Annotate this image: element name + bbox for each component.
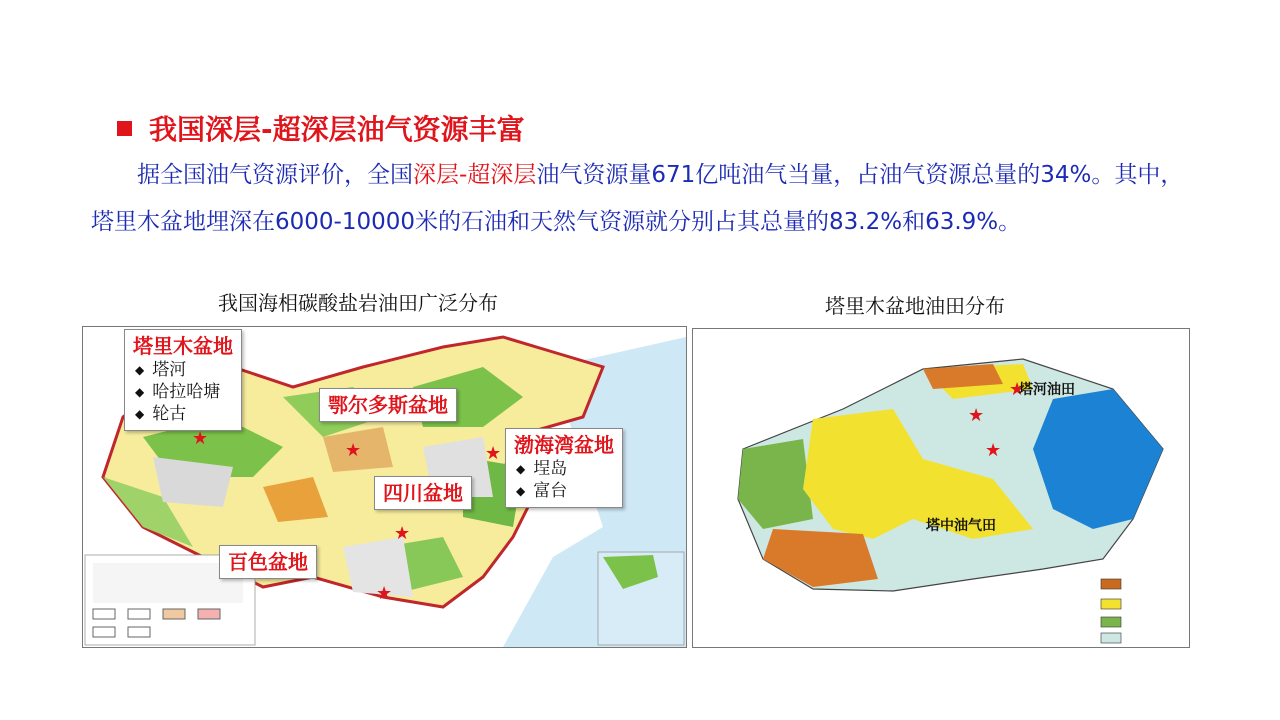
basin-name: 渤海湾盆地: [514, 433, 614, 457]
basin-name: 塔里木盆地: [133, 334, 233, 358]
china-map-figure: [82, 326, 687, 648]
tazhong-oilfield-label: 塔中油气田: [926, 518, 996, 534]
paragraph-highlight: 深层-超深层: [413, 162, 537, 188]
tarim-map-figure: [692, 328, 1190, 648]
star-icon: ★: [394, 523, 411, 544]
field-item: ◆ 埕岛: [516, 458, 614, 480]
left-figure-caption: 我国海相碳酸盐岩油田广泛分布: [218, 291, 498, 315]
basin-name: 鄂尔多斯盆地: [328, 393, 448, 417]
heading-text: 我国深层-超深层油气资源丰富: [149, 113, 525, 146]
basin-name: 百色盆地: [228, 550, 308, 574]
right-figure-caption: 塔里木盆地油田分布: [825, 294, 1005, 318]
callout-tarim-basin: [124, 329, 242, 431]
paragraph-part2: 油气资源量671亿吨油气当量，占油气资源总量的34%。其中，塔里木盆地埋深在6000-10000米的石油和天然气资源就分别占其总量的83.2%和63.9%。: [91, 162, 1184, 235]
star-icon: ★: [376, 583, 393, 604]
square-bullet-icon: [117, 121, 132, 136]
tahe-oilfield-label: 塔河油田: [1019, 382, 1075, 398]
star-icon: ★: [192, 428, 209, 449]
field-item: ◆ 哈拉哈塘: [135, 381, 233, 403]
callout-sichuan-basin: [374, 476, 472, 510]
body-paragraph: [91, 152, 1191, 246]
field-list: [133, 359, 233, 427]
tarim-map-illustration: [693, 329, 1189, 647]
field-item: ◆ 富台: [516, 480, 614, 502]
section-heading: [117, 108, 525, 148]
callout-bohai-bay-basin: [505, 428, 623, 508]
field-item: ◆ 轮古: [135, 403, 233, 425]
star-icon: ★: [345, 440, 362, 461]
paragraph-part1: 据全国油气资源评价，全国: [137, 162, 413, 188]
star-icon: ★: [968, 405, 985, 426]
star-icon: ★: [485, 443, 502, 464]
callout-ordos-basin: [319, 388, 457, 422]
callout-baise-basin: [219, 545, 317, 579]
star-icon: ★: [985, 440, 1002, 461]
basin-name: 四川盆地: [383, 481, 463, 505]
field-list: [514, 458, 614, 504]
star-icon: ★: [1009, 379, 1026, 400]
field-item: ◆ 塔河: [135, 359, 233, 381]
